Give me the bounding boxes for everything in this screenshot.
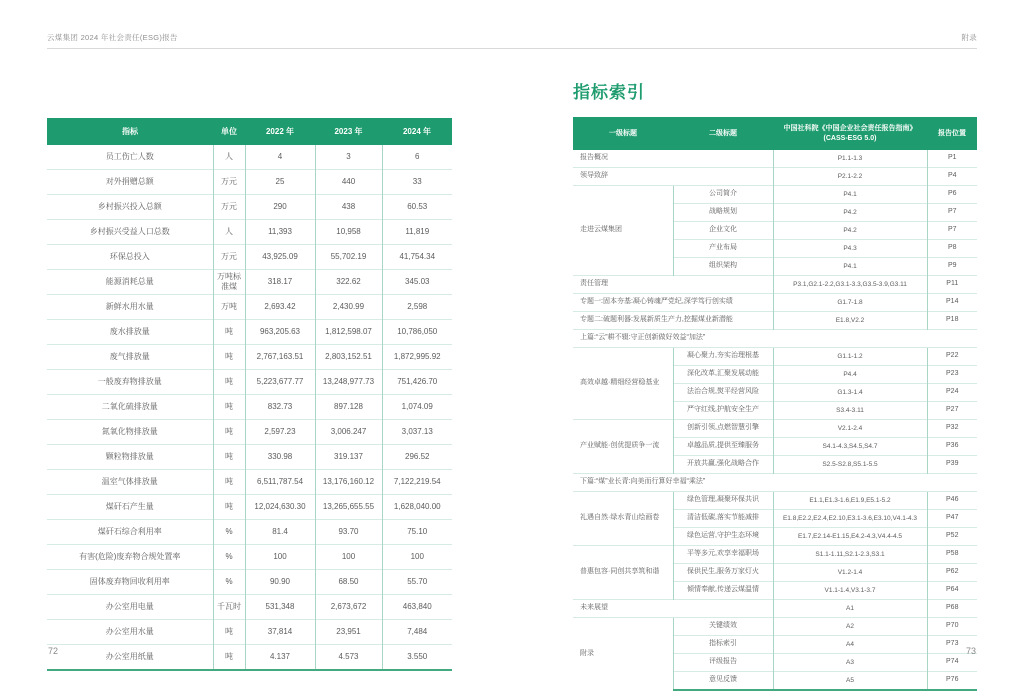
value-2024-cell: 41,754.34 [382, 245, 452, 270]
cass-header-line1: 中国社科院《中国企业社会责任报告指南》 [783, 124, 917, 132]
cass-cell: P1.1-1.3 [773, 150, 927, 168]
kpi-table-row [47, 520, 452, 545]
level1-group-cell: 附录 [573, 618, 673, 691]
value-2023-cell: 2,430.99 [315, 295, 382, 320]
kpi-table-row [47, 370, 452, 395]
kpi-table-row [47, 570, 452, 595]
value-2024-cell: 33 [382, 170, 452, 195]
cass-cell: S2.5-S2.8,S5.1-5.5 [773, 456, 927, 474]
cass-cell: G1.3-1.4 [773, 384, 927, 402]
value-2022-cell: 12,024,630.30 [245, 495, 315, 520]
index-table-row [573, 186, 977, 204]
indicator-cell: 办公室用纸量 [47, 645, 213, 671]
value-2024-cell: 463,840 [382, 595, 452, 620]
index-table-row [573, 600, 977, 618]
cass-cell: A1 [773, 600, 927, 618]
kpi-table-row [47, 195, 452, 220]
indicator-cell: 煤矸石产生量 [47, 495, 213, 520]
report-position-cell: P76 [927, 672, 977, 691]
level2-cell: 卓越品质,提供至臻服务 [673, 438, 773, 456]
level1-group-cell: 走进云煤集团 [573, 186, 673, 276]
unit-cell: 吨 [213, 445, 245, 470]
level1-group-cell: 产业赋能·创优提质争一流 [573, 420, 673, 474]
value-2022-cell: 290 [245, 195, 315, 220]
kpi-table-row [47, 620, 452, 645]
value-2022-cell: 963,205.63 [245, 320, 315, 345]
level2-cell: 平等多元,欢享幸福职场 [673, 546, 773, 564]
kpi-table-row [47, 345, 452, 370]
value-2023-cell: 440 [315, 170, 382, 195]
unit-cell: 吨 [213, 320, 245, 345]
report-position-cell: P6 [927, 186, 977, 204]
kpi-table-row [47, 220, 452, 245]
unit-cell: 吨 [213, 395, 245, 420]
value-2022-cell: 2,693.42 [245, 295, 315, 320]
level2-cell: 绿色运营,守护生态环境 [673, 528, 773, 546]
level2-cell: 战略规划 [673, 204, 773, 222]
level2-cell: 公司简介 [673, 186, 773, 204]
unit-cell: 吨 [213, 420, 245, 445]
value-2022-cell: 100 [245, 545, 315, 570]
index-table-row [573, 348, 977, 366]
page-title: 指标索引 [573, 83, 645, 102]
kpi-table-body [47, 145, 452, 670]
kpi-header-row [47, 118, 452, 145]
level1-cell: 责任管理 [573, 276, 773, 294]
cass-cell: P4.2 [773, 222, 927, 240]
level2-cell: 绿色管理,凝聚环保共识 [673, 492, 773, 510]
report-position-cell: P39 [927, 456, 977, 474]
indicator-cell: 乡村振兴受益人口总数 [47, 220, 213, 245]
value-2023-cell: 322.62 [315, 270, 382, 295]
level1-cell: 领导致辞 [573, 168, 773, 186]
kpi-table-row [47, 420, 452, 445]
indicator-cell: 废气排放量 [47, 345, 213, 370]
value-2024-cell: 3,037.13 [382, 420, 452, 445]
level2-cell: 法治合规,熨平经营风险 [673, 384, 773, 402]
value-2022-cell: 318.17 [245, 270, 315, 295]
column-header-report-position: 报告位置 [927, 117, 977, 150]
report-position-cell: P74 [927, 654, 977, 672]
index-table-container [573, 117, 977, 691]
index-table [573, 117, 977, 691]
index-table-row [573, 276, 977, 294]
cass-cell: V1.2-1.4 [773, 564, 927, 582]
value-2023-cell: 13,176,160.12 [315, 470, 382, 495]
report-position-cell: P32 [927, 420, 977, 438]
cass-cell: V2.1-2.4 [773, 420, 927, 438]
unit-cell: 吨 [213, 470, 245, 495]
value-2023-cell: 13,265,655.55 [315, 495, 382, 520]
report-position-cell: P46 [927, 492, 977, 510]
value-2023-cell: 100 [315, 545, 382, 570]
value-2024-cell: 75.10 [382, 520, 452, 545]
column-header-level1: 一级标题 [573, 117, 673, 150]
index-table-row [573, 330, 977, 348]
value-2022-cell: 330.98 [245, 445, 315, 470]
cass-cell: G1.1-1.2 [773, 348, 927, 366]
kpi-table-row [47, 245, 452, 270]
indicator-cell: 新鲜水用水量 [47, 295, 213, 320]
value-2024-cell: 2,598 [382, 295, 452, 320]
report-position-cell: P4 [927, 168, 977, 186]
index-table-row [573, 618, 977, 636]
column-header-2022: 2022 年 [245, 118, 315, 145]
running-header-right: 附录 [961, 33, 977, 42]
section-banner-cell: 下篇:“煤”业长青:向美而行算好幸福“乘法” [573, 474, 977, 492]
report-position-cell: P73 [927, 636, 977, 654]
column-header-indicator: 指标 [47, 118, 213, 145]
value-2023-cell: 438 [315, 195, 382, 220]
unit-cell: 吨 [213, 620, 245, 645]
index-table-row [573, 474, 977, 492]
value-2024-cell: 7,484 [382, 620, 452, 645]
level2-cell: 企业文化 [673, 222, 773, 240]
cass-cell: V1.1-1.4,V3.1-3.7 [773, 582, 927, 600]
value-2024-cell: 55.70 [382, 570, 452, 595]
value-2023-cell: 2,803,152.51 [315, 345, 382, 370]
value-2023-cell: 897.128 [315, 395, 382, 420]
index-table-header [573, 117, 977, 150]
indicator-cell: 固体废弃物回收利用率 [47, 570, 213, 595]
cass-cell: S4.1-4.3,S4.5,S4.7 [773, 438, 927, 456]
unit-cell: 万吨标准煤 [213, 270, 245, 295]
cass-cell: E1.8,E2.2,E2.4,E2.10,E3.1-3.6,E3.10,V4.1-4.3 [773, 510, 927, 528]
level2-cell: 产业布局 [673, 240, 773, 258]
value-2024-cell: 11,819 [382, 220, 452, 245]
value-2023-cell: 319.137 [315, 445, 382, 470]
level2-cell: 清洁低碳,落实节能减排 [673, 510, 773, 528]
value-2023-cell: 93.70 [315, 520, 382, 545]
value-2023-cell: 4.573 [315, 645, 382, 671]
value-2024-cell: 6 [382, 145, 452, 170]
index-table-body [573, 150, 977, 690]
value-2024-cell: 345.03 [382, 270, 452, 295]
kpi-table-row [47, 445, 452, 470]
indicator-cell: 能源消耗总量 [47, 270, 213, 295]
value-2023-cell: 55,702.19 [315, 245, 382, 270]
kpi-table-row [47, 545, 452, 570]
report-position-cell: P52 [927, 528, 977, 546]
index-table-row [573, 492, 977, 510]
cass-cell: P2.1-2.2 [773, 168, 927, 186]
column-header-unit: 单位 [213, 118, 245, 145]
value-2023-cell: 3,006.247 [315, 420, 382, 445]
report-position-cell: P27 [927, 402, 977, 420]
indicator-cell: 氮氧化物排放量 [47, 420, 213, 445]
page-number-left: 72 [48, 646, 59, 656]
value-2022-cell: 4.137 [245, 645, 315, 671]
report-position-cell: P9 [927, 258, 977, 276]
value-2022-cell: 2,767,163.51 [245, 345, 315, 370]
index-table-row [573, 420, 977, 438]
level2-cell: 保供民生,服务万家灯火 [673, 564, 773, 582]
value-2023-cell: 1,812,598.07 [315, 320, 382, 345]
level2-cell: 关键绩效 [673, 618, 773, 636]
unit-cell: 吨 [213, 495, 245, 520]
value-2023-cell: 10,958 [315, 220, 382, 245]
report-position-cell: P11 [927, 276, 977, 294]
report-position-cell: P64 [927, 582, 977, 600]
kpi-table-header [47, 118, 452, 145]
value-2024-cell: 1,872,995.92 [382, 345, 452, 370]
report-position-cell: P58 [927, 546, 977, 564]
report-position-cell: P7 [927, 222, 977, 240]
indicator-cell: 办公室用水量 [47, 620, 213, 645]
level1-cell: 未来展望 [573, 600, 773, 618]
value-2022-cell: 832.73 [245, 395, 315, 420]
page-number-right: 73 [965, 646, 976, 656]
value-2023-cell: 23,951 [315, 620, 382, 645]
level2-cell: 评级报告 [673, 654, 773, 672]
value-2024-cell: 7,122,219.54 [382, 470, 452, 495]
value-2022-cell: 5,223,677.77 [245, 370, 315, 395]
report-position-cell: P8 [927, 240, 977, 258]
report-position-cell: P62 [927, 564, 977, 582]
cass-cell: P4.4 [773, 366, 927, 384]
report-position-cell: P22 [927, 348, 977, 366]
indicator-cell: 办公室用电量 [47, 595, 213, 620]
level1-group-cell: 礼遇自然·绿水青山绘画卷 [573, 492, 673, 546]
column-header-2024: 2024 年 [382, 118, 452, 145]
indicator-cell: 乡村振兴投入总额 [47, 195, 213, 220]
value-2023-cell: 3 [315, 145, 382, 170]
report-position-cell: P47 [927, 510, 977, 528]
value-2024-cell: 1,074.09 [382, 395, 452, 420]
indicator-cell: 有害(危险)废弃物合规处置率 [47, 545, 213, 570]
kpi-table-container [47, 118, 452, 671]
index-table-row [573, 168, 977, 186]
value-2022-cell: 25 [245, 170, 315, 195]
value-2024-cell: 751,426.70 [382, 370, 452, 395]
value-2022-cell: 531,348 [245, 595, 315, 620]
value-2023-cell: 2,673,672 [315, 595, 382, 620]
kpi-table-row [47, 470, 452, 495]
kpi-table-row [47, 395, 452, 420]
indicator-cell: 二氧化硫排放量 [47, 395, 213, 420]
index-table-row [573, 294, 977, 312]
report-position-cell: P36 [927, 438, 977, 456]
index-table-row [573, 546, 977, 564]
cass-cell: P3.1,G2.1-2.2,G3.1-3.3,G3.5-3.9,G3.11 [773, 276, 927, 294]
indicator-cell: 一般废弃物排放量 [47, 370, 213, 395]
unit-cell: 万元 [213, 195, 245, 220]
level1-cell: 报告概况 [580, 154, 608, 162]
indicator-cell: 对外捐赠总额 [47, 170, 213, 195]
report-position-cell: P18 [927, 312, 977, 330]
kpi-table-row [47, 320, 452, 345]
indicator-cell: 员工伤亡人数 [105, 152, 154, 161]
value-2022-cell: 37,814 [245, 620, 315, 645]
value-2024-cell: 100 [382, 545, 452, 570]
cass-cell: A3 [773, 654, 927, 672]
value-2024-cell: 1,628,040.00 [382, 495, 452, 520]
level1-cell: 专题二:破题利器:发展新质生产力,挖掘煤业新潜能 [573, 312, 773, 330]
level2-cell: 组织架构 [673, 258, 773, 276]
unit-cell: 吨 [213, 645, 245, 671]
level2-cell: 意见反馈 [673, 672, 773, 691]
running-header [47, 0, 977, 49]
level2-cell: 严守红线,护航安全生产 [673, 402, 773, 420]
column-header-cass [773, 117, 927, 150]
cass-cell: A5 [773, 672, 927, 691]
unit-cell: % [213, 570, 245, 595]
unit-cell: % [213, 545, 245, 570]
indicator-cell: 废水排放量 [47, 320, 213, 345]
unit-cell: 吨 [213, 345, 245, 370]
value-2024-cell: 3.550 [382, 645, 452, 671]
cass-cell: P4.1 [773, 186, 927, 204]
level2-cell: 创新引领,点燃智慧引擎 [673, 420, 773, 438]
value-2022-cell: 6,511,787.54 [245, 470, 315, 495]
index-table-row [573, 312, 977, 330]
kpi-table [47, 118, 452, 671]
indicator-cell: 颗粒物排放量 [47, 445, 213, 470]
report-position-cell: P24 [927, 384, 977, 402]
value-2022-cell: 11,393 [245, 220, 315, 245]
cass-header-line2: (CASS-ESG 5.0) [823, 134, 877, 142]
cass-cell: P4.3 [773, 240, 927, 258]
value-2024-cell: 60.53 [382, 195, 452, 220]
kpi-table-row [47, 145, 452, 170]
level1-group-cell: 高效卓越·精细经营稳基业 [573, 348, 673, 420]
report-position-cell: P68 [927, 600, 977, 618]
indicator-cell: 温室气体排放量 [47, 470, 213, 495]
unit-cell: 人 [213, 145, 245, 170]
value-2022-cell: 81.4 [245, 520, 315, 545]
report-position-cell: P14 [927, 294, 977, 312]
cass-cell: S3.4-3.11 [773, 402, 927, 420]
unit-cell: 万吨 [213, 295, 245, 320]
report-position-cell: P1 [927, 150, 977, 168]
unit-cell: 万元 [213, 170, 245, 195]
value-2023-cell: 13,248,977.73 [315, 370, 382, 395]
value-2022-cell: 43,925.09 [245, 245, 315, 270]
kpi-table-row [47, 270, 452, 295]
value-2022-cell: 2,597.23 [245, 420, 315, 445]
report-position-cell: P23 [927, 366, 977, 384]
kpi-table-row [47, 295, 452, 320]
value-2023-cell: 68.50 [315, 570, 382, 595]
level1-cell: 专题一:固本夯基:凝心铸魂严党纪,深学笃行创实绩 [573, 294, 773, 312]
cass-cell: E1.7,E2.14-E1.15,E4.2-4.3,V4.4-4.5 [773, 528, 927, 546]
column-header-level2: 二级标题 [673, 117, 773, 150]
cass-cell: A4 [773, 636, 927, 654]
unit-cell: 吨 [213, 370, 245, 395]
kpi-table-row [47, 645, 452, 671]
index-header-row [573, 117, 977, 150]
unit-cell: 千瓦时 [213, 595, 245, 620]
cass-cell: P4.1 [773, 258, 927, 276]
cass-cell: G1.7-1.8 [773, 294, 927, 312]
index-table-row [573, 150, 977, 168]
unit-cell: 人 [213, 220, 245, 245]
level2-cell: 凝心聚力,夯实治理根基 [673, 348, 773, 366]
column-header-2023: 2023 年 [315, 118, 382, 145]
indicator-cell: 环保总投入 [47, 245, 213, 270]
unit-cell: 万元 [213, 245, 245, 270]
cass-cell: A2 [773, 618, 927, 636]
section-banner-cell: 上篇:“云”耕不辍:守正创新做好效益“加法” [573, 330, 977, 348]
kpi-table-row [47, 595, 452, 620]
report-position-cell: P7 [927, 204, 977, 222]
kpi-table-row [47, 495, 452, 520]
cass-cell: E1.1,E1.3-1.6,E1.9,E5.1-5.2 [773, 492, 927, 510]
unit-cell: % [213, 520, 245, 545]
cass-cell: P4.2 [773, 204, 927, 222]
level2-cell: 深化改革,汇聚发展动能 [673, 366, 773, 384]
cass-cell: E1.8,V2.2 [773, 312, 927, 330]
value-2022-cell: 90.90 [245, 570, 315, 595]
value-2024-cell: 10,786,050 [382, 320, 452, 345]
level1-group-cell: 普惠包容·同创共享筑和谐 [573, 546, 673, 600]
report-position-cell: P70 [927, 618, 977, 636]
indicator-cell: 煤矸石综合利用率 [47, 520, 213, 545]
value-2024-cell: 296.52 [382, 445, 452, 470]
level2-cell: 倾情奉献,传递云煤温情 [673, 582, 773, 600]
kpi-table-row [47, 170, 452, 195]
value-2022-cell: 4 [245, 145, 315, 170]
cass-cell: S1.1-1.11,S2.1-2.3,S3.1 [773, 546, 927, 564]
running-header-left: 云煤集团 2024 年社会责任(ESG)报告 [47, 33, 178, 42]
level2-cell: 开放共赢,强化战略合作 [673, 456, 773, 474]
level2-cell: 指标索引 [673, 636, 773, 654]
